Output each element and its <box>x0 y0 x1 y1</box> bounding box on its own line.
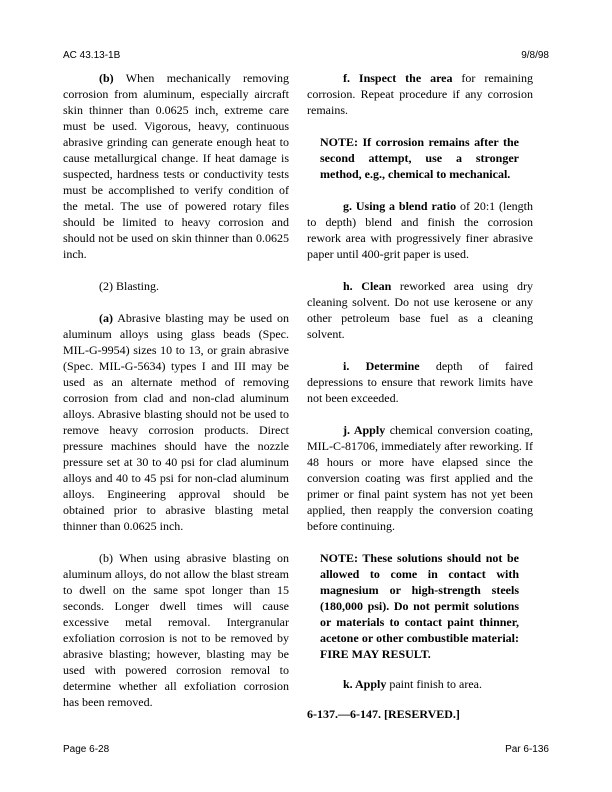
paragraph-i-determine: i. Determine depth of faired depressions to ensure that rework limits have not been exceeded. <box>307 359 533 405</box>
paragraph-b-mechanical: (b) When mechanically removing corrosion from aluminum, especially aircraft skin thinner than 0.0625 inch, extreme care must be used. Vigorous, heavy, continuous abrasive grinding can generate enough heat to cause metallurgical change. If heat damage is suspected, hardness tests or conductivity tests must be accomplished to verify condition of the metal. The use of powered rotary files should be limited to heavy corrosion and should not be used on skin thinner than 0.0625 inch. <box>63 71 289 261</box>
paragraph-g-blend: g. Using a blend ratio of 20:1 (length to depth) blend and finish the corrosion rework area with progressively finer abrasive paper until 400-grit paper is used. <box>307 199 533 261</box>
paragraph-2-blasting: (2) Blasting. <box>99 279 160 293</box>
header-date: 9/8/98 <box>521 50 549 61</box>
reserved-section: 6-137.—6-147. [RESERVED.] <box>307 707 460 721</box>
paragraph-h-clean: h. Clean reworked area using dry cleaning solvent. Do not use kerosene or any other petroleum base fuel as a cleaning solvent. <box>307 279 533 341</box>
paragraph-b-abrasive-dwell: (b) When using abrasive blasting on aluminum alloys, do not allow the blast stream to dwell on the same spot longer than 15 seconds. Longer dwell times will cause excessive metal removal. Intergranular exfoliation corrosion is not to be removed by abrasive blasting; however, blasting may be used with powered corrosion removal to determine whether all exfoliation corrosion has been removed. <box>63 551 289 709</box>
note-corrosion-remains: NOTE: If corrosion remains after the second attempt, use a stronger method, e.g., chemical to mechanical. <box>320 135 519 181</box>
left-column <box>63 70 289 710</box>
header-doc-id: AC 43.13-1B <box>63 50 121 61</box>
paragraph-k-apply: k. Apply paint finish to area. <box>343 677 482 691</box>
footer-paragraph-ref: Par 6-136 <box>505 744 549 755</box>
paragraph-a-abrasive: (a) Abrasive blasting may be used on aluminum alloys using glass beads (Spec. MIL-G-9954) sizes 10 to 13, or grain abrasive (Spec. MIL-G-5634) types I and III may be used as an alternate method of removing corrosion from clad and non-clad aluminum alloys. Abrasive blasting should not be used to remove heavy corrosion products. Direct pressure machines should have the nozzle pressure set at 30 to 40 psi for clad aluminum alloys and 40 to 45 psi for non-clad aluminum alloys. Engineering approval should be obtained prior to abrasive blasting metal thinner than 0.0625 inch. <box>63 311 289 533</box>
note-solutions-warning: NOTE: These solutions should not be allowed to come in contact with magnesium or high-strength steels (180,000 psi). Do not permit solutions or materials to contact paint thinner, acetone or other combustible material: FIRE MAY RESULT. <box>320 551 519 661</box>
right-column <box>307 70 533 722</box>
footer-page-number: Page 6-28 <box>63 744 110 755</box>
paragraph-j-apply: j. Apply chemical conversion coating, MIL-C-81706, immediately after reworking. If 48 hours or more have elapsed since the conversion coating was first applied and the primer or final paint system has not yet been applied, then reapply the conversion coating before continuing. <box>307 423 534 533</box>
paragraph-f-inspect: f. Inspect the area for remaining corrosion. Repeat procedure if any corrosion remains. <box>307 71 533 117</box>
